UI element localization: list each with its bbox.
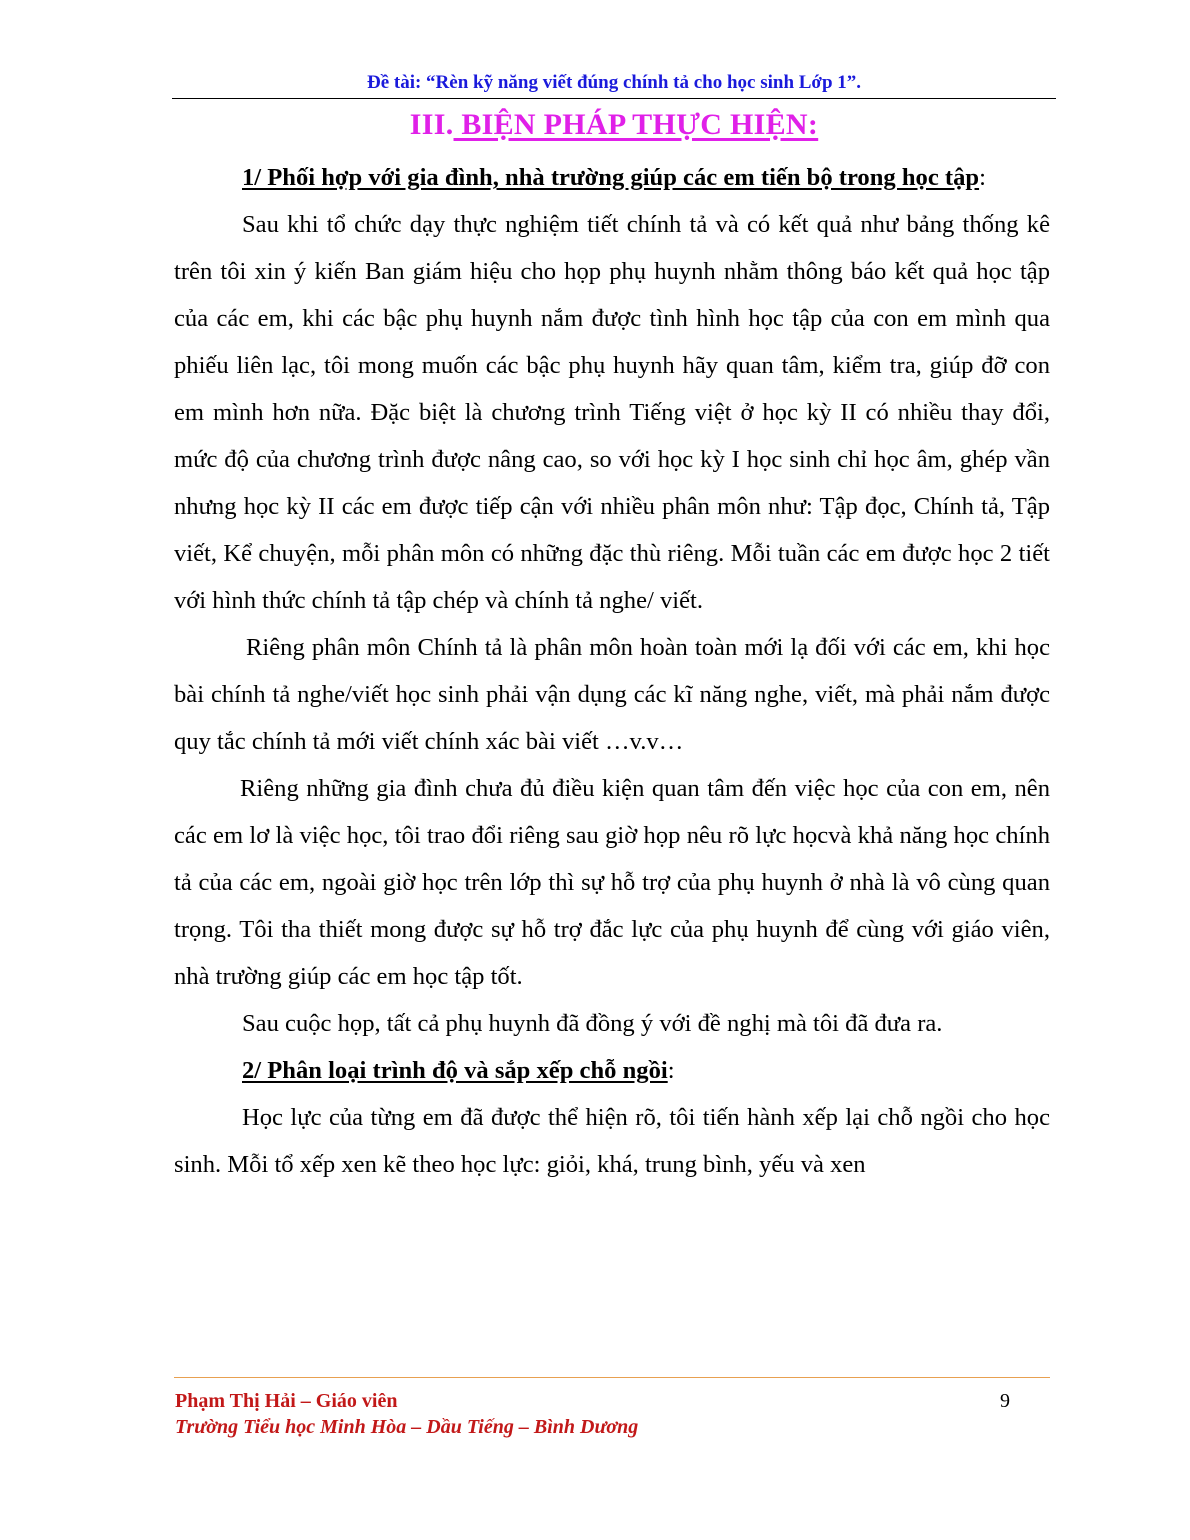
- section-number: III.: [409, 108, 454, 141]
- section-title: BIỆN PHÁP THỰC HIỆN:: [453, 108, 819, 141]
- section-heading: [172, 108, 1056, 142]
- paragraph: Riêng phân môn Chính tả là phân môn hoàn toàn mới lạ đối với các em, khi học bài chính tả nghe/viết học sinh phải vận dụng các kĩ năng nghe, viết, mà phải nắm được quy tắc chính tả mới viết chính xác bài viết …v.v…: [174, 634, 1050, 755]
- subheading-2-colon: :: [667, 1057, 675, 1084]
- document-body: [174, 154, 1050, 1188]
- subheading-1-colon: :: [979, 164, 986, 191]
- footer-divider: [174, 1377, 1050, 1378]
- paragraph: Riêng những gia đình chưa đủ điều kiện quan tâm đến việc học của con em, nên các em lơ là việc học, tôi trao đổi riêng sau giờ họp nêu rõ lực họcvà khả năng học chính tả của các em, ngoài giờ học trên lớp thì sự hỗ trợ của phụ huynh ở nhà là vô cùng quan trọng. Tôi tha thiết mong được sự hỗ trợ đắc lực của phụ huynh để cùng với giáo viên, nhà trường giúp các em học tập tốt.: [174, 775, 1050, 990]
- subheading-2: [174, 1047, 1050, 1094]
- subheading-1-text: 1/ Phối hợp với gia đình, nhà trường giúp các em tiến bộ trong học tập: [242, 164, 980, 191]
- paragraph: Sau cuộc họp, tất cả phụ huynh đã đồng ý với đề nghị mà tôi đã đưa ra.: [242, 1010, 943, 1037]
- document-header-title: Đề tài: “Rèn kỹ năng viết đúng chính tả cho học sinh Lớp 1”.: [366, 72, 862, 93]
- page-number: 9: [1000, 1390, 1010, 1412]
- subheading-2-text: 2/ Phân loại trình độ và sắp xếp chỗ ngồi: [242, 1057, 668, 1084]
- header-divider: [172, 98, 1056, 99]
- paragraph: Sau khi tổ chức dạy thực nghiệm tiết chính tả và có kết quả như bảng thống kê trên tôi xin ý kiến Ban giám hiệu cho họp phụ huynh nhằm thông báo kết quả học tập của các em, khi các bậc phụ huynh nắm được tình hình học tập của con em mình qua phiếu liên lạc, tôi mong muốn các bậc phụ huynh hãy quan tâm, kiểm tra, giúp đỡ con em mình hơn nữa. Đặc biệt là chương trình Tiếng việt ở học kỳ II có nhiều thay đổi, mức độ của chương trình được nâng cao, so với học kỳ I học sinh chỉ học âm, ghép vần nhưng học kỳ II các em được tiếp cận với nhiều phân môn như: Tập đọc, Chính tả, Tập viết, Kể chuyện, mỗi phân môn có những đặc thù riêng. Mỗi tuần các em được học 2 tiết với hình thức chính tả tập chép và chính tả nghe/ viết.: [174, 211, 1050, 614]
- subheading-1: [174, 154, 1050, 201]
- paragraph: Học lực của từng em đã được thể hiện rõ, tôi tiến hành xếp lại chỗ ngồi cho học sinh. Mỗi tổ xếp xen kẽ theo học lực: giỏi, khá, trung bình, yếu và xen: [174, 1104, 1050, 1178]
- footer-author: Phạm Thị Hải – Giáo viên: [175, 1390, 398, 1412]
- footer-school: Trường Tiểu học Minh Hòa – Dầu Tiếng – Bình Dương: [175, 1416, 639, 1438]
